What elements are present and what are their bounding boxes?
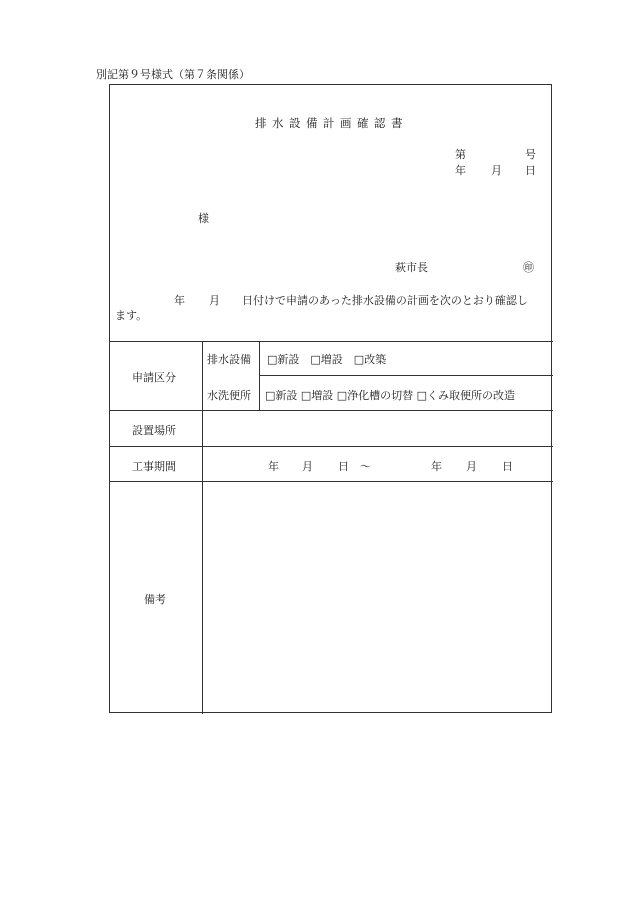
body-month: 月	[209, 294, 220, 307]
drainage-label: 排水設備	[207, 353, 251, 366]
period-start-month: 月	[302, 460, 313, 473]
period-start-year: 年	[268, 460, 279, 473]
remarks-area[interactable]	[210, 489, 545, 705]
body-text-line1: 日付けで申請のあった排水設備の計画を次のとおり確認し	[242, 294, 528, 307]
application-category-label: 申請区分	[132, 371, 176, 384]
period-end-day: 日	[502, 460, 513, 473]
drainage-options[interactable]: □新設 □増設 □改築	[267, 353, 387, 366]
table-top-border	[110, 341, 553, 342]
period-end-year: 年	[431, 460, 442, 473]
label-column-divider	[202, 341, 203, 714]
body-year: 年	[174, 294, 185, 307]
period-row-top	[110, 446, 553, 447]
flush-toilet-label: 水洗便所	[207, 389, 251, 402]
period-tilde: 〜	[360, 460, 371, 473]
issue-date-year: 年	[455, 164, 466, 177]
confirmation-form	[109, 84, 552, 713]
doc-number-prefix: 第	[455, 148, 466, 161]
subcategory-column-divider	[259, 341, 260, 410]
period-end-month: 月	[466, 460, 477, 473]
category-row-divider	[259, 375, 553, 376]
issuer-name: 萩市長	[395, 261, 428, 274]
flush-toilet-options[interactable]: □新設 □増設 □浄化槽の切替 □くみ取便所の改造	[265, 389, 516, 402]
remarks-row-top	[110, 481, 553, 482]
body-text-line2: ます。	[115, 309, 148, 322]
doc-number-suffix: 号	[525, 148, 536, 161]
issue-date-day: 日	[525, 164, 536, 177]
document-title: 排水設備計画確認書	[255, 116, 408, 130]
issue-date-month: 月	[491, 164, 502, 177]
addressee-honorific: 様	[198, 212, 209, 225]
period-label: 工事期間	[132, 460, 176, 473]
remarks-label: 備考	[144, 593, 166, 606]
seal-mark: ㊞	[523, 261, 534, 274]
period-start-day: 日	[338, 460, 349, 473]
location-row-top	[110, 410, 553, 411]
location-input[interactable]	[210, 422, 545, 436]
form-number-note: 別記第９号様式（第７条関係）	[96, 68, 250, 81]
location-label: 設置場所	[132, 424, 176, 437]
